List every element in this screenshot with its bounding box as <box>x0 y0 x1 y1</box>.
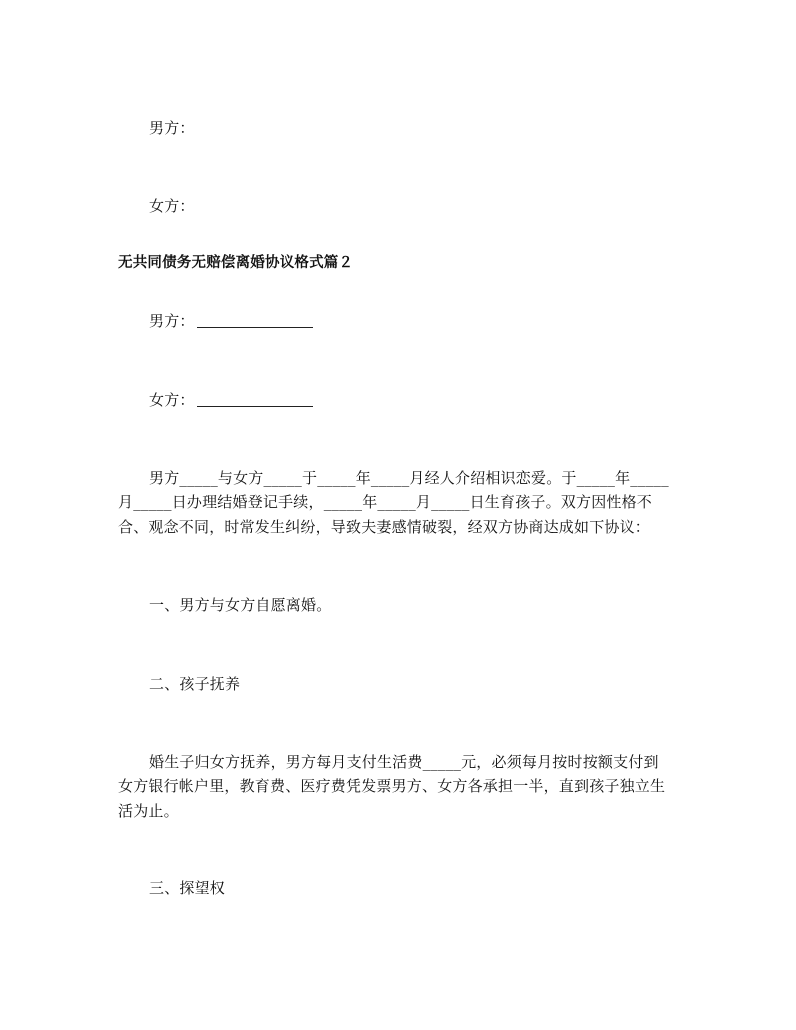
female-name-blank <box>197 392 313 407</box>
male-party-label: 男方： <box>149 119 195 137</box>
female-party-label: 女方： <box>149 197 195 215</box>
clause-three-heading: 三、探望权 <box>149 879 226 897</box>
clause-two-line-1: 婚生子归女方抚养，男方每月支付生活费_____元，必须每月按时按额支付到 <box>149 753 659 771</box>
intro-line-3: 合、观念不同，时常发生纠纷，导致夫妻感情破裂，经双方协商达成如下协议： <box>118 518 651 536</box>
section-title: 无共同债务无赔偿离婚协议格式篇２ <box>118 255 354 271</box>
female-name-label: 女方： <box>149 391 195 409</box>
intro-line-1: 男方_____与女方_____于_____年_____月经人介绍相识恋爱。于_____年_____ <box>149 469 669 487</box>
clause-one: 一、男方与女方自愿离婚。 <box>149 596 332 614</box>
intro-line-2: 月_____日办理结婚登记手续，_____年_____月_____日生育孩子。双方因性格不 <box>118 493 653 511</box>
male-name-label: 男方： <box>149 312 195 330</box>
clause-two-line-3: 活为止。 <box>118 802 179 820</box>
clause-two-line-2: 女方银行帐户里，教育费、医疗费凭发票男方、女方各承担一半，直到孩子独立生 <box>118 777 666 795</box>
male-name-blank <box>197 313 313 328</box>
male-name-field <box>149 309 683 333</box>
clause-two-heading: 二、孩子抚养 <box>149 675 241 693</box>
female-name-field <box>149 388 683 412</box>
